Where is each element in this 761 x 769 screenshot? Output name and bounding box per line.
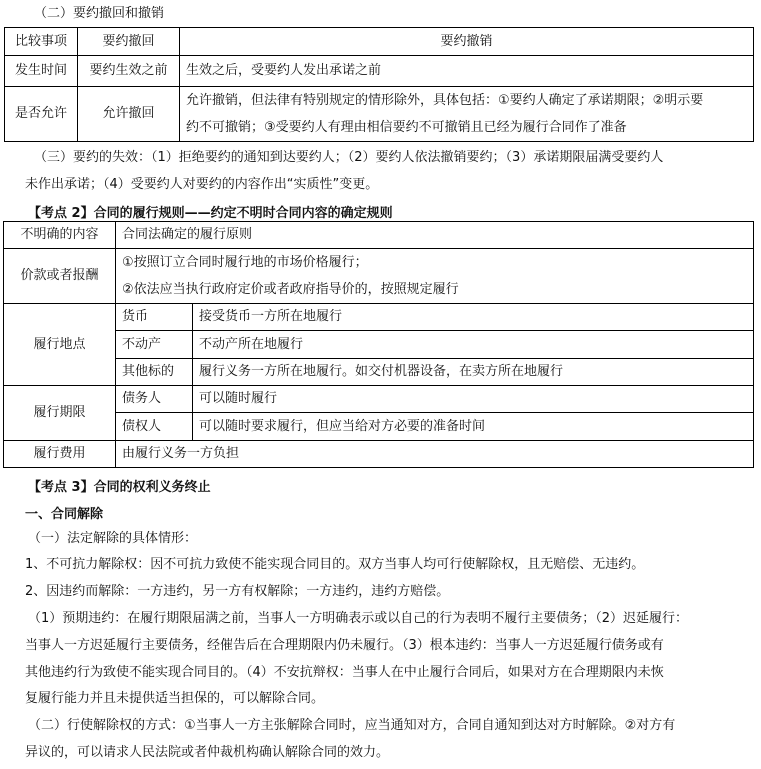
rule-cell: 不动产所在地履行 [193,331,754,359]
paragraph-line: 未作出承诺；（4）受要约人对要约的内容作出“实质性”变更。 [25,177,379,192]
paragraph-line: （1）预期违约：在履行期限届满之前，当事人一方明确表示或以自己的行为表明不履行主要债务；（2）迟延履行： [28,611,689,626]
paragraph-line: 其他违约行为致使不能实现合同目的。（4）不安抗辩权：当事人在中止履行合同后，如果对方在合理期限内未恢 [25,665,664,680]
header-cell: 合同法确定的履行原则 [116,222,754,249]
section-heading-withdraw-revoke: （二）要约撤回和撤销 [34,6,165,21]
rule-cell: 履行义务一方所在地履行。如交付机器设备，在卖方所在地履行 [193,359,754,386]
paragraph-line: 当事人一方迟延履行主要债务，经催告后在合理期限内仍未履行。（3）根本违约：当事人一方迟延履行债务或有 [25,638,664,653]
header-cell: 不明确的内容 [4,222,116,249]
sub-label: 货币 [116,304,193,331]
row-label: 是否允许 [5,87,78,142]
header-cell: 要约撤销 [180,28,754,56]
withdraw-revoke-table [4,27,754,142]
performance-rules-table [3,221,754,468]
table-row [4,386,754,413]
table-header-row [4,222,754,249]
withdraw-cell: 要约生效之前 [78,56,180,87]
rule-line: ①按照订立合同时履行地的市场价格履行； [122,255,368,270]
sub-label: 其他标的 [116,359,193,386]
sub-label: 不动产 [116,331,193,359]
rule-cell: 由履行义务一方负担 [116,441,754,468]
sub-label: 债权人 [116,413,193,441]
table-header-row [5,28,754,56]
revoke-line: 约不可撤销；③受要约人有理由相信要约不可撤销且已经为履行合同作了准备 [186,120,627,135]
paragraph-line: （二）行使解除权的方式：①当事人一方主张解除合同时，应当通知对方，合同自通知到达对方时解除。②对方有 [28,718,676,733]
rule-cell: 可以随时要求履行，但应当给对方必要的准备时间 [193,413,754,441]
header-cell: 比较事项 [5,28,78,56]
withdraw-cell: 允许撤回 [78,87,180,142]
rule-cell [116,249,754,304]
row-label: 履行地点 [4,304,116,386]
row-label: 价款或者报酬 [4,249,116,304]
table-row [4,304,754,331]
rule-cell: 接受货币一方所在地履行 [193,304,754,331]
table-row [4,359,754,386]
row-label: 履行期限 [4,386,116,441]
rule-cell: 可以随时履行 [193,386,754,413]
kaodian3-heading: 【考点 3】合同的权利义务终止 [28,480,211,495]
table-row [5,56,754,87]
table-row [4,413,754,441]
kaodian3-subheading: 一、合同解除 [25,507,104,522]
paragraph-line: 2、因违约而解除：一方违约，另一方有权解除；一方违约，违约方赔偿。 [25,584,450,599]
paragraph-line: （一）法定解除的具体情形： [28,531,198,546]
header-cell: 要约撤回 [78,28,180,56]
paragraph-line: 异议的，可以请求人民法院或者仲裁机构确认解除合同的效力。 [25,745,390,760]
table-row [4,441,754,468]
paragraph-line: （三）要约的失效：（1）拒绝要约的通知到达要约人；（2）要约人依法撤销要约；（3）承诺期限届满受要约人 [34,150,664,165]
rule-line: ②依法应当执行政府定价或者政府指导价的，按照规定履行 [122,282,459,297]
paragraph-line: 复履行能力并且未提供适当担保的，可以解除合同。 [25,691,325,706]
sub-label: 债务人 [116,386,193,413]
kaodian2-heading: 【考点 2】合同的履行规则——约定不明时合同内容的确定规则 [28,206,393,221]
row-label: 履行费用 [4,441,116,468]
revoke-cell [180,87,754,142]
revoke-line: 允许撤销，但法律有特别规定的情形除外，具体包括：①要约人确定了承诺期限；②明示要 [186,93,704,108]
paragraph-line: 1、不可抗力解除权：因不可抗力致使不能实现合同目的。双方当事人均可行使解除权，且无赔偿、无违约。 [25,557,645,572]
row-label: 发生时间 [5,56,78,87]
table-row [4,331,754,359]
table-row [4,249,754,304]
table-row [5,87,754,142]
revoke-cell: 生效之后，受要约人发出承诺之前 [180,56,754,87]
